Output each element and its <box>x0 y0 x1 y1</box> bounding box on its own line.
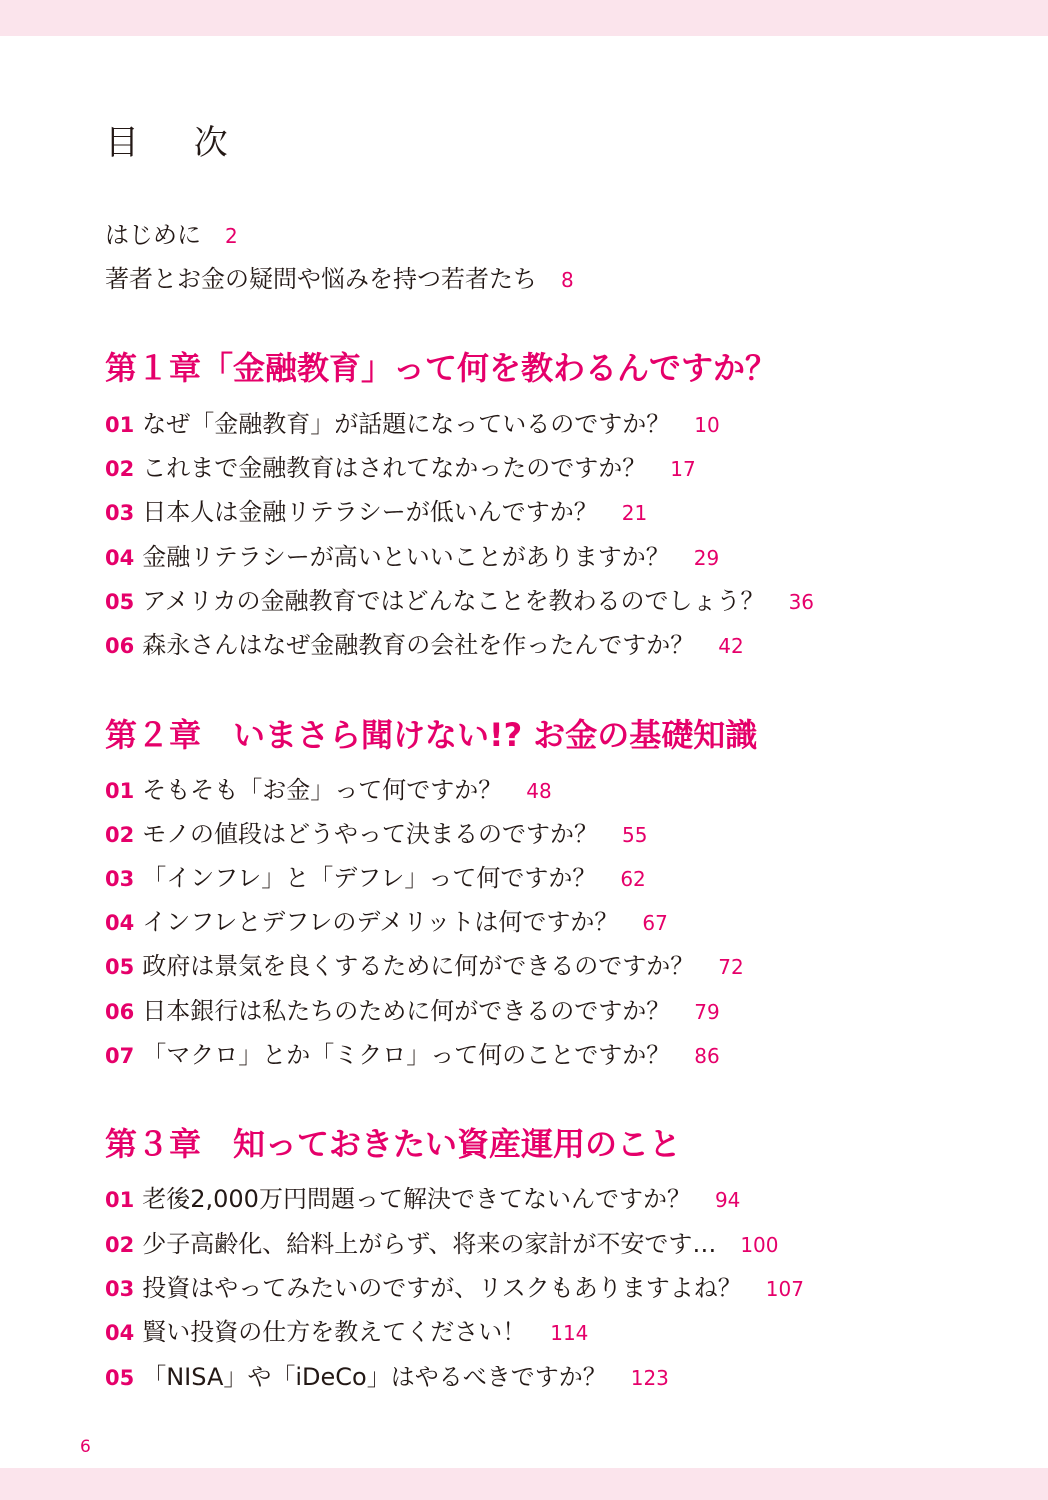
toc-entry[interactable] <box>105 1320 588 1344</box>
page-number: 107 <box>765 1277 804 1301</box>
entry-text: 森永さんはなぜ金融教育の会社を作ったんですか？ <box>142 631 695 659</box>
page-number: 72 <box>718 955 744 979</box>
toc-entry[interactable] <box>105 822 647 846</box>
page-number: 2 <box>225 224 238 248</box>
entry-text: 政府は景気を良くするために何ができるのですか？ <box>142 952 695 980</box>
entry-text: 「インフレ」と「デフレ」って何ですか？ <box>142 864 597 892</box>
entry-number: 01 <box>105 779 135 803</box>
toc-entry[interactable] <box>105 456 696 480</box>
entry-text: 少子高齢化、給料上がらず、将来の家計が不安です… <box>142 1230 717 1258</box>
toc-entry[interactable] <box>105 999 720 1023</box>
entry-number: 02 <box>105 1233 135 1257</box>
entry-number: 02 <box>105 823 135 847</box>
folio-page-number: 6 <box>80 1437 91 1457</box>
entry-number: 05 <box>105 1366 135 1390</box>
toc-entry[interactable] <box>105 866 646 890</box>
entry-number: 03 <box>105 501 135 525</box>
toc-entry[interactable] <box>105 1232 779 1256</box>
entry-number: 04 <box>105 546 135 570</box>
toc-entry[interactable] <box>105 1043 720 1067</box>
entry-number: 03 <box>105 1277 135 1301</box>
page-number: 8 <box>561 268 574 292</box>
entry-text: そもそも「お金」って何ですか？ <box>142 776 503 804</box>
entry-text: 投資はやってみたいのですが、リスクもありますよね？ <box>142 1274 742 1302</box>
page-number: 62 <box>620 867 646 891</box>
page-number: 29 <box>693 546 720 570</box>
page-number: 86 <box>694 1044 720 1068</box>
page-number: 100 <box>740 1233 779 1257</box>
entry-text: 金融リテラシーが高いといいことがありますか？ <box>142 543 670 571</box>
toc-entry[interactable] <box>105 1276 804 1300</box>
entry-number: 04 <box>105 911 135 935</box>
toc-entry[interactable] <box>105 954 744 978</box>
toc-entry[interactable] <box>105 1365 669 1389</box>
page-number: 123 <box>630 1366 669 1390</box>
entry-text: 「NISA」や「iDeCo」はやるべきですか？ <box>142 1363 607 1391</box>
entry-text: なぜ「金融教育」が話題になっているのですか？ <box>142 410 671 438</box>
page-number: 67 <box>642 911 668 935</box>
toc-entry[interactable] <box>105 500 647 524</box>
page-number: 114 <box>550 1321 589 1345</box>
toc-title: 目 次 <box>105 123 250 163</box>
entry-number: 01 <box>105 1188 135 1212</box>
chapter-heading-3[interactable]: 第３章 知っておきたい資産運用のこと <box>105 1125 682 1163</box>
entry-number: 03 <box>105 867 135 891</box>
toc-entry[interactable] <box>105 633 744 657</box>
entry-number: 01 <box>105 413 135 437</box>
toc-entry[interactable] <box>105 910 668 934</box>
entry-text: アメリカの金融教育ではどんなことを教わるのでしょう？ <box>142 587 765 615</box>
entry-text: 「マクロ」とか「ミクロ」って何のことですか？ <box>142 1041 671 1069</box>
page-number: 42 <box>718 634 744 658</box>
page-number: 94 <box>714 1188 741 1212</box>
toc-entry[interactable] <box>105 545 719 569</box>
chapter-heading-1[interactable]: 第１章「金融教育」って何を教わるんですか？ <box>105 349 778 387</box>
entry-number: 06 <box>105 634 135 658</box>
entry-text: インフレとデフレのデメリットは何ですか？ <box>142 908 619 936</box>
toc-entry[interactable] <box>105 589 814 613</box>
entry-text: 賢い投資の仕方を教えてください！ <box>142 1318 527 1346</box>
entry-number: 06 <box>105 1000 135 1024</box>
entry-number: 05 <box>105 955 135 979</box>
entry-text: これまで金融教育はされてなかったのですか？ <box>142 454 647 482</box>
entry-number: 05 <box>105 590 135 614</box>
entry-number: 02 <box>105 457 135 481</box>
page-number: 10 <box>694 413 720 437</box>
toc-entry[interactable] <box>105 412 720 436</box>
intro-item-text: はじめに <box>105 221 201 249</box>
bottom-decorative-band <box>0 1468 1048 1500</box>
page-number: 21 <box>621 501 648 525</box>
toc-entry[interactable] <box>105 778 552 802</box>
page-number: 48 <box>526 779 552 803</box>
toc-intro-item[interactable] <box>105 223 238 247</box>
toc-intro-item[interactable] <box>105 267 574 291</box>
page-number: 36 <box>788 590 815 614</box>
page-number: 17 <box>670 457 696 481</box>
page-number: 55 <box>622 823 648 847</box>
top-decorative-band <box>0 0 1048 36</box>
entry-number: 04 <box>105 1321 135 1345</box>
page-number: 79 <box>694 1000 720 1024</box>
entry-text: 老後2,000万円問題って解決できてないんですか？ <box>142 1185 691 1213</box>
entry-text: モノの値段はどうやって決まるのですか？ <box>142 820 598 848</box>
entry-text: 日本銀行は私たちのために何ができるのですか？ <box>142 997 671 1025</box>
toc-entry[interactable] <box>105 1187 740 1211</box>
intro-item-text: 著者とお金の疑問や悩みを持つ若者たち <box>105 265 537 293</box>
entry-text: 日本人は金融リテラシーが低いんですか？ <box>142 498 598 526</box>
chapter-heading-2[interactable]: 第２章 いまさら聞けない!? お金の基礎知識 <box>105 716 758 754</box>
entry-number: 07 <box>105 1044 135 1068</box>
